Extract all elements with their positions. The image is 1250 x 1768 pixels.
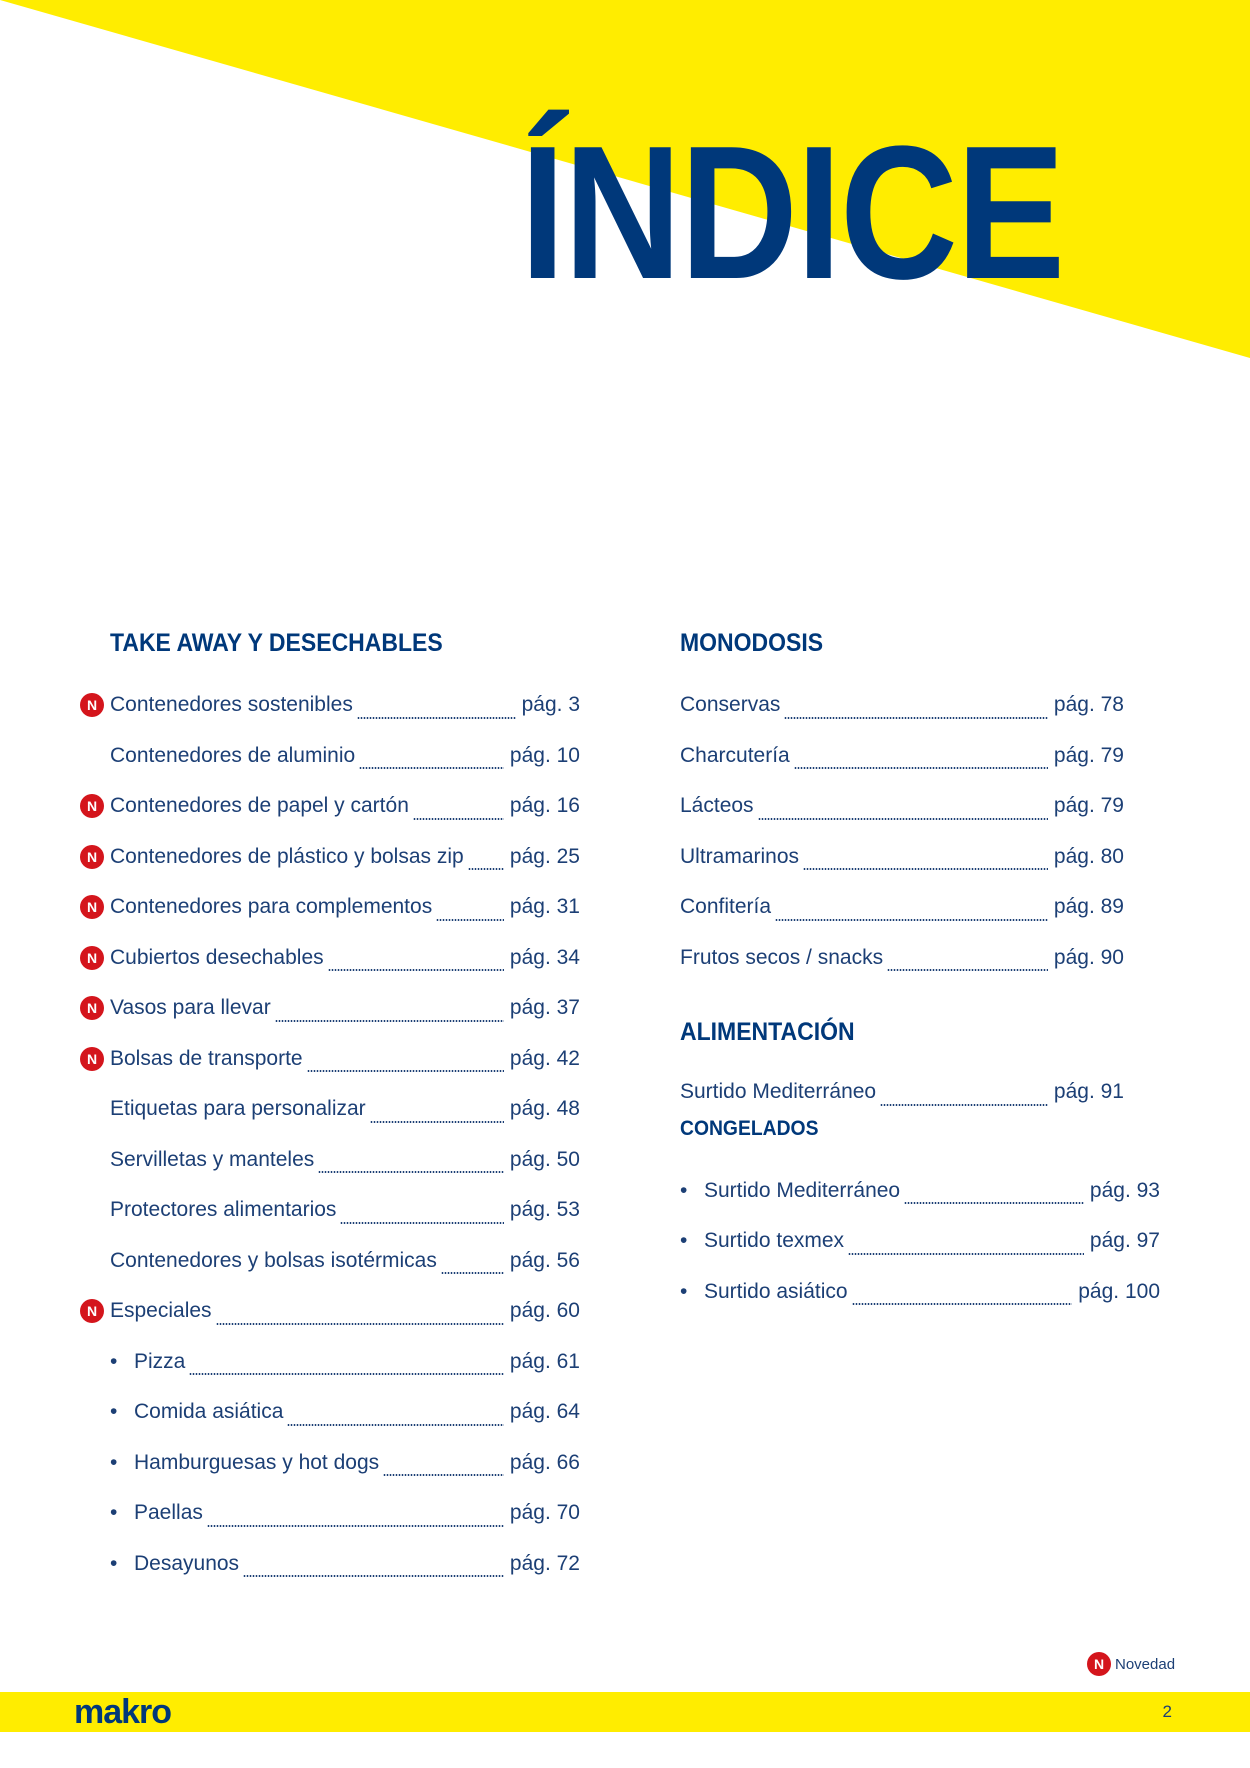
badge-slot: [650, 743, 680, 769]
section-heading-alimentacion: ALIMENTACIÓN: [680, 1018, 855, 1046]
dot-leader: [441, 1272, 504, 1274]
dot-leader: [189, 1373, 504, 1375]
index-entry: [80, 1286, 580, 1337]
badge-slot: [80, 793, 110, 819]
section-heading-take-away: TAKE AWAY Y DESECHABLES: [110, 629, 443, 657]
index-entry: [80, 882, 580, 933]
entry-label: Vasos para llevar: [110, 996, 271, 1020]
entry-label: Desayunos: [134, 1551, 240, 1575]
makro-logo: makro: [74, 1693, 172, 1731]
dot-leader: [275, 1020, 504, 1022]
bullet-icon: •: [680, 1178, 688, 1202]
entry-page: pág. 3: [521, 693, 580, 717]
index-entry: [80, 983, 580, 1034]
badge-slot: [80, 1450, 110, 1476]
take-away-section: [80, 628, 610, 1589]
bullet-icon: •: [110, 1349, 118, 1373]
bullet-icon: •: [680, 1279, 688, 1303]
entry-page: pág. 78: [1053, 693, 1124, 717]
entry-label: Surtido Mediterráneo: [680, 1080, 877, 1104]
badge-slot: [80, 844, 110, 870]
bullet-icon: •: [110, 1501, 118, 1525]
entry-page: pág. 10: [509, 743, 580, 767]
dot-leader: [758, 818, 1048, 820]
entry-page: pág. 50: [509, 1147, 580, 1171]
entry-label: Contenedores de papel y cartón: [110, 794, 409, 818]
badge-slot: [80, 1147, 110, 1173]
entry-label: Surtido asiático: [704, 1279, 848, 1303]
entry-page: pág. 31: [509, 895, 580, 919]
index-entry: [80, 933, 580, 984]
entry-page: pág. 37: [509, 996, 580, 1020]
bullet-icon: •: [110, 1450, 118, 1474]
badge-slot: [80, 1500, 110, 1526]
badge-slot: [80, 1298, 110, 1324]
dot-leader: [328, 969, 504, 971]
especiales-sublist: [80, 1337, 610, 1590]
entry-page: pág. 97: [1089, 1229, 1160, 1253]
index-entry: [650, 933, 1124, 984]
novedad-badge-icon: N: [80, 794, 104, 818]
dot-leader: [852, 1303, 1073, 1305]
entry-label: Contenedores sostenibles: [110, 693, 353, 717]
dot-leader: [880, 1104, 1048, 1106]
entry-label: Protectores alimentarios: [110, 1198, 337, 1222]
badge-slot: [80, 1197, 110, 1223]
entry-label: Contenedores para complementos: [110, 895, 433, 919]
bullet-icon: •: [110, 1551, 118, 1575]
dot-leader: [468, 868, 504, 870]
entry-page: pág. 34: [509, 945, 580, 969]
dot-leader: [370, 1121, 504, 1123]
dot-leader: [216, 1323, 504, 1325]
entry-label: Hamburguesas y hot dogs: [134, 1450, 380, 1474]
footer-bar: [0, 1692, 1250, 1732]
entry-label: Paellas: [134, 1501, 203, 1525]
dot-leader: [243, 1575, 504, 1577]
entry-page: pág. 91: [1053, 1080, 1124, 1104]
dot-leader: [357, 717, 516, 719]
entry-label: Charcutería: [680, 743, 790, 767]
badge-slot: [650, 1178, 680, 1204]
dot-leader: [775, 919, 1048, 921]
entry-page: pág. 61: [509, 1349, 580, 1373]
badge-slot: [650, 1279, 680, 1305]
legend-novedad: [1087, 1652, 1175, 1676]
badge-slot: [80, 894, 110, 920]
index-entry: [80, 1387, 580, 1438]
badge-slot: [650, 1228, 680, 1254]
entry-label: Servilletas y manteles: [110, 1147, 315, 1171]
index-entry: [650, 832, 1124, 883]
badge-slot: [650, 945, 680, 971]
entry-page: pág. 79: [1053, 743, 1124, 767]
dot-leader: [887, 969, 1048, 971]
badge-slot: [80, 1349, 110, 1375]
index-entry: [80, 832, 580, 883]
index-entry: [650, 882, 1124, 933]
entry-label: Contenedores de plástico y bolsas zip: [110, 844, 464, 868]
badge-slot: [650, 844, 680, 870]
legend-label: Novedad: [1115, 1655, 1176, 1673]
dot-leader: [207, 1525, 504, 1527]
entry-page: pág. 60: [509, 1299, 580, 1323]
index-entry: [650, 680, 1124, 731]
index-entry: [80, 781, 580, 832]
entry-label: Cubiertos desechables: [110, 945, 324, 969]
badge-slot: [80, 692, 110, 718]
dot-leader: [359, 767, 504, 769]
dot-leader: [803, 868, 1048, 870]
dot-leader: [287, 1424, 504, 1426]
badge-slot: [80, 1551, 110, 1577]
entry-label: Contenedores y bolsas isotérmicas: [110, 1248, 437, 1272]
badge-slot: [650, 894, 680, 920]
index-entry: [80, 1034, 580, 1085]
alimentacion-list: [650, 1067, 1150, 1118]
badge-slot: [650, 1079, 680, 1105]
entry-page: pág. 16: [509, 794, 580, 818]
entry-page: pág. 64: [509, 1400, 580, 1424]
entry-label: Pizza: [134, 1349, 186, 1373]
congelados-list: [650, 1166, 1160, 1318]
index-entry: [80, 1539, 580, 1590]
entry-label: Comida asiática: [134, 1400, 284, 1424]
bullet-icon: •: [680, 1229, 688, 1253]
entry-page: pág. 56: [509, 1248, 580, 1272]
badge-slot: [650, 793, 680, 819]
dot-leader: [904, 1202, 1084, 1204]
index-entry: [80, 1488, 580, 1539]
novedad-badge-icon: N: [80, 693, 104, 717]
novedad-badge-icon: N: [80, 845, 104, 869]
index-entry: [80, 1185, 580, 1236]
entry-page: pág. 42: [509, 1046, 580, 1070]
entry-page: pág. 70: [509, 1501, 580, 1525]
badge-slot: [80, 945, 110, 971]
badge-slot: [80, 1248, 110, 1274]
entry-page: pág. 100: [1078, 1279, 1160, 1303]
dot-leader: [307, 1070, 504, 1072]
entry-label: Contenedores de aluminio: [110, 743, 356, 767]
index-entry: [80, 680, 580, 731]
index-entry: [80, 731, 580, 782]
index-entry: [80, 1236, 580, 1287]
novedad-badge-icon: N: [80, 895, 104, 919]
entry-page: pág. 48: [509, 1097, 580, 1121]
entry-page: pág. 66: [509, 1450, 580, 1474]
novedad-badge-icon: N: [80, 996, 104, 1020]
index-entry: [80, 1438, 580, 1489]
entry-page: pág. 93: [1089, 1178, 1160, 1202]
novedad-badge-icon: N: [80, 1047, 104, 1071]
entry-page: pág. 79: [1053, 794, 1124, 818]
dot-leader: [436, 919, 504, 921]
bullet-icon: •: [110, 1400, 118, 1424]
badge-slot: [650, 692, 680, 718]
entry-label: Frutos secos / snacks: [680, 945, 884, 969]
entry-page: pág. 90: [1053, 945, 1124, 969]
dot-leader: [318, 1171, 504, 1173]
novedad-badge-icon: N: [80, 1299, 104, 1323]
index-entry: [80, 1135, 580, 1186]
entry-page: pág. 72: [509, 1551, 580, 1575]
badge-slot: [80, 1046, 110, 1072]
section-heading-congelados: CONGELADOS: [680, 1116, 819, 1140]
entry-label: Lácteos: [680, 794, 754, 818]
badge-slot: [80, 1096, 110, 1122]
index-entry: [650, 1267, 1160, 1318]
entry-label: Especiales: [110, 1299, 212, 1323]
entry-label: Conservas: [680, 693, 781, 717]
page-title: ÍNDICE: [520, 107, 1064, 319]
entry-label: Confitería: [680, 895, 772, 919]
novedad-badge-icon: N: [1087, 1652, 1111, 1676]
dot-leader: [784, 717, 1048, 719]
section-heading-monodosis: MONODOSIS: [680, 629, 824, 657]
index-entry: [650, 1067, 1124, 1118]
right-column: [650, 628, 1160, 1317]
entry-page: pág. 89: [1053, 895, 1124, 919]
index-entry: [650, 1166, 1160, 1217]
entry-page: pág. 80: [1053, 844, 1124, 868]
badge-slot: [80, 995, 110, 1021]
dot-leader: [848, 1253, 1084, 1255]
entry-label: Bolsas de transporte: [110, 1046, 303, 1070]
entry-label: Surtido texmex: [704, 1229, 845, 1253]
dot-leader: [794, 767, 1048, 769]
dot-leader: [340, 1222, 503, 1224]
index-entry: [80, 1084, 580, 1135]
index-entry: [650, 1216, 1160, 1267]
badge-slot: [80, 1399, 110, 1425]
dot-leader: [413, 818, 504, 820]
entry-label: Ultramarinos: [680, 844, 800, 868]
novedad-badge-icon: N: [80, 946, 104, 970]
index-entry: [80, 1337, 580, 1388]
badge-slot: [80, 743, 110, 769]
monodosis-list: [650, 680, 1150, 983]
entry-label: Etiquetas para personalizar: [110, 1097, 366, 1121]
take-away-list: [80, 680, 610, 1337]
dot-leader: [383, 1474, 504, 1476]
entry-page: pág. 25: [509, 844, 580, 868]
entry-label: Surtido Mediterráneo: [704, 1178, 901, 1202]
index-entry: [650, 731, 1124, 782]
entry-page: pág. 53: [509, 1198, 580, 1222]
page-number: 2: [1162, 1702, 1172, 1721]
index-entry: [650, 781, 1124, 832]
